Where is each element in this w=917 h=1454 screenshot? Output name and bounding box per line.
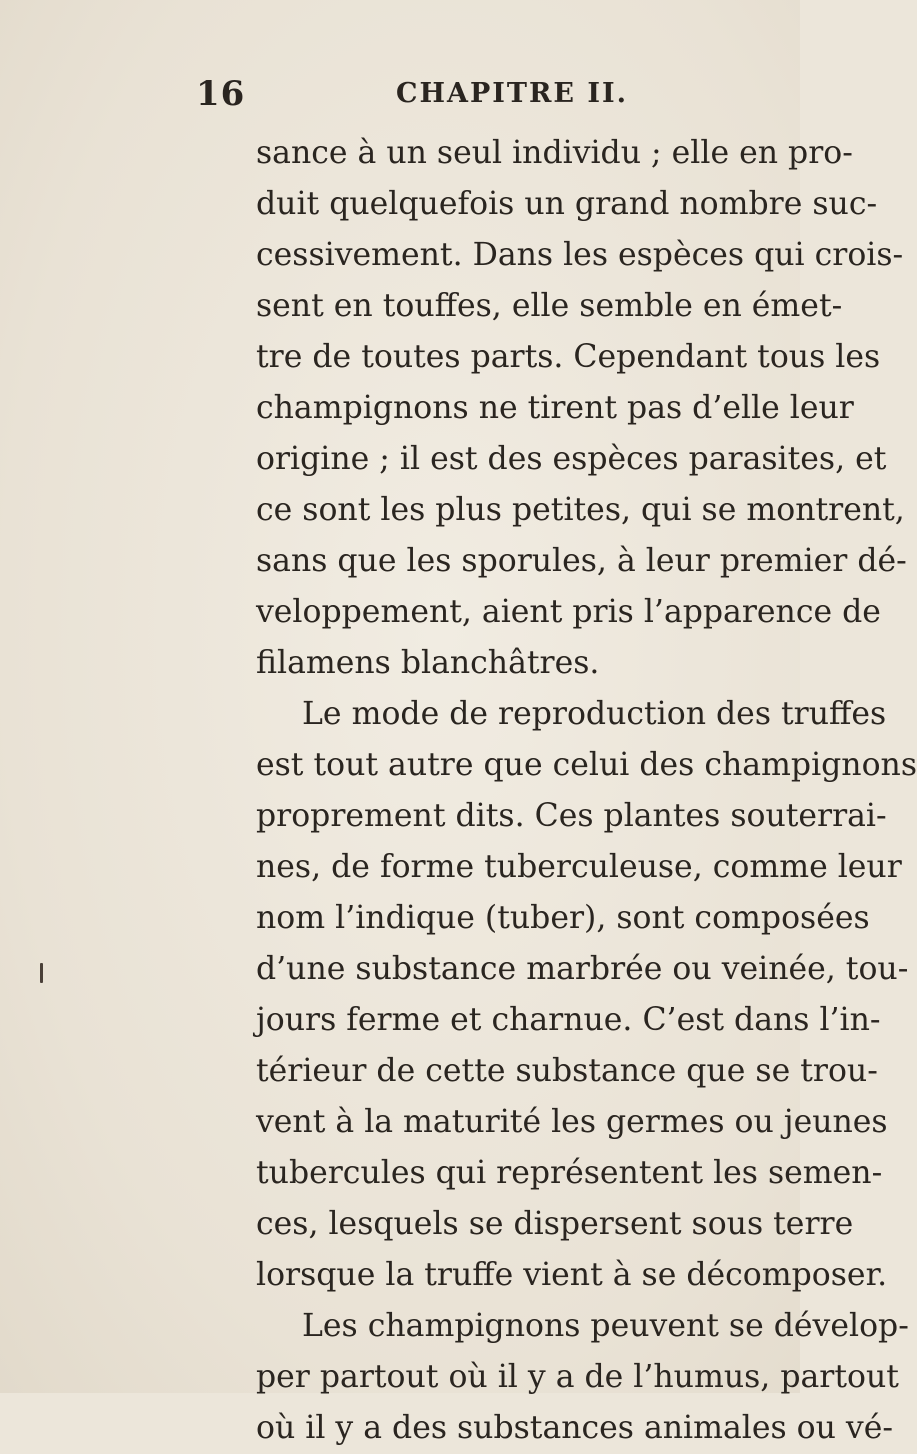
page-header (196, 74, 786, 114)
text-line: nom l’indique (tuber), sont composées (256, 900, 870, 936)
text-line: térieur de cette substance que se trou- (256, 1053, 878, 1089)
text-line: Le mode de reproduction des truffes (302, 696, 887, 732)
text-line: sance à un seul individu ; elle en pro- (256, 135, 853, 171)
text-line: per partout où il y a de l’humus, partout (256, 1359, 899, 1395)
text-line: sent en touffes, elle semble en émet- (256, 288, 843, 324)
text-line: nes, de forme tuberculeuse, comme leur (256, 849, 902, 885)
text-line: Les champignons peuvent se dévelop- (302, 1308, 909, 1344)
text-line: d’une substance marbrée ou veinée, tou- (256, 951, 909, 987)
text-line: est tout autre que celui des champignons (256, 747, 917, 783)
text-line: filamens blanchâtres. (256, 645, 600, 681)
text-line: origine ; il est des espèces parasites, et (256, 441, 887, 477)
running-head: CHAPITRE II. (396, 78, 629, 109)
text-line: lorsque la truffe vient à se décomposer. (256, 1257, 888, 1293)
page-number: 16 (196, 74, 246, 114)
text-line: duit quelquefois un grand nombre suc- (256, 186, 878, 222)
text-line: proprement dits. Ces plantes souterrai- (256, 798, 887, 834)
text-line: vent à la maturité les germes ou jeunes (256, 1104, 888, 1140)
text-line: tre de toutes parts. Cependant tous les (256, 339, 881, 375)
text-line: veloppement, aient pris l’apparence de (256, 594, 881, 630)
text-line: jours ferme et charnue. C’est dans l’in- (256, 1002, 881, 1038)
text-line: tubercules qui représentent les semen- (256, 1155, 883, 1191)
body-text (256, 128, 917, 1454)
text-line: ce sont les plus petites, qui se montrent, (256, 492, 905, 528)
text-line: ces, lesquels se dispersent sous terre (256, 1206, 854, 1242)
text-line: où il y a des substances animales ou vé- (256, 1410, 894, 1446)
text-line: cessivement. Dans les espèces qui crois- (256, 237, 904, 273)
text-line: sans que les sporules, à leur premier dé- (256, 543, 907, 579)
text-line: champignons ne tirent pas d’elle leur (256, 390, 854, 426)
margin-mark (40, 963, 43, 983)
